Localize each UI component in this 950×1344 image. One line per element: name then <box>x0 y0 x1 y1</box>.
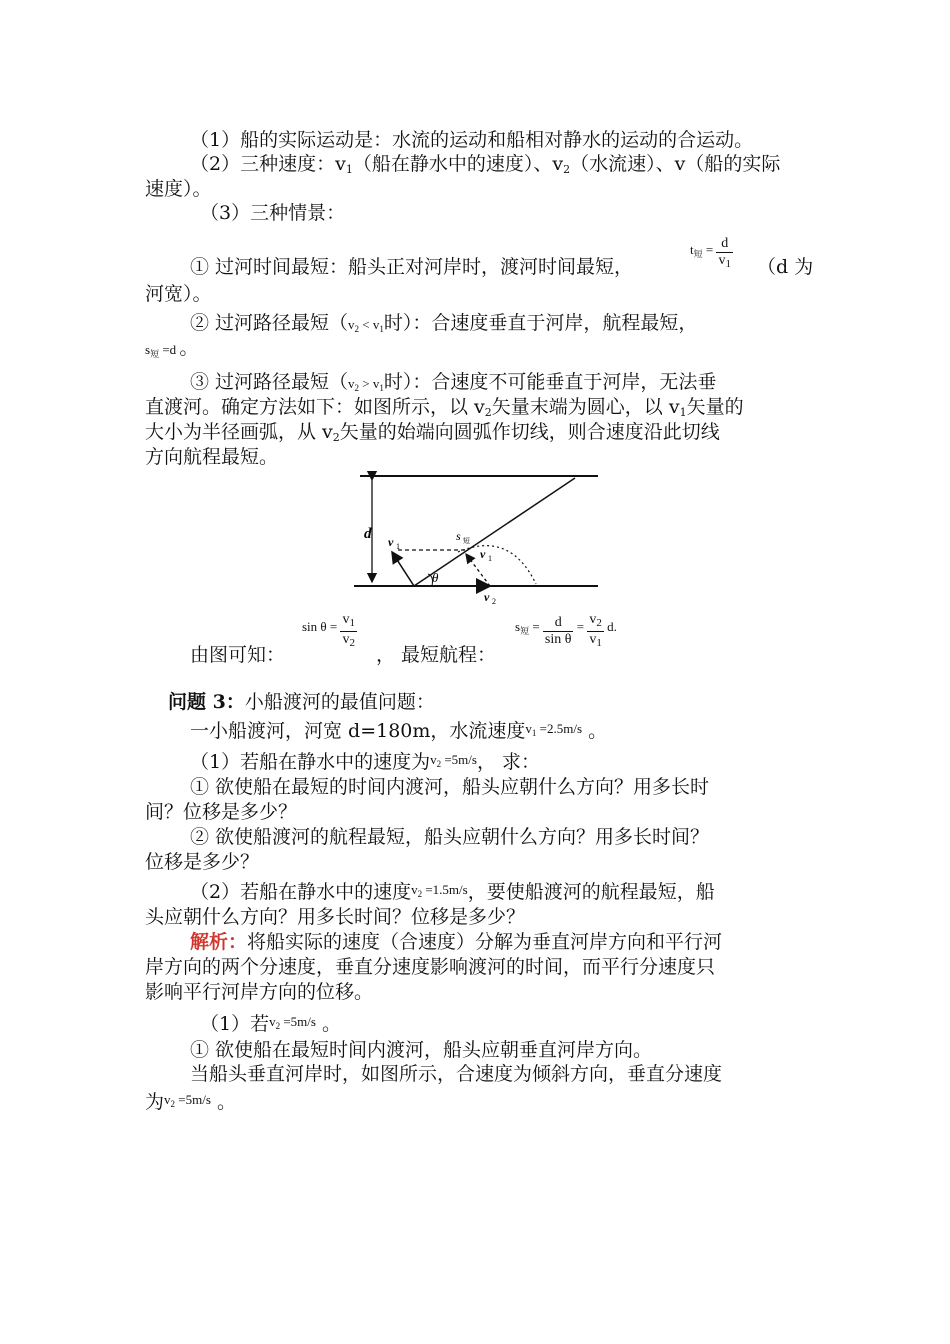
fraction <box>716 236 733 272</box>
sub: 2 <box>596 617 602 629</box>
q3-p1-b: 。 <box>588 720 608 742</box>
answer-3-text: 影响平行河岸方向的位移。 <box>145 981 374 1003</box>
scenario-2-a: ② 过河路径最短（ <box>190 312 349 334</box>
answer-6-text: 当船头垂直河岸时，如图所示，合速度为倾斜方向，垂直分速度 <box>190 1063 723 1085</box>
answer-p4 <box>200 1010 341 1038</box>
answer-5-text: ① 欲使船在最短时间内渡河，船头应朝垂直河岸方向。 <box>190 1039 653 1061</box>
q3-p6-text: 位移是多少？ <box>145 851 260 873</box>
question-3-p6 <box>145 850 259 874</box>
conclusion-b-text: ， 最短航程： <box>376 644 497 666</box>
scenario-3-c: 直渡河。确定方法如下：如图所示，以 v <box>145 396 485 418</box>
scenario-3-a: ③ 过河路径最短（ <box>190 371 349 393</box>
num <box>587 612 604 632</box>
q3-p4-text: 间？位移是多少？ <box>145 801 298 823</box>
sym-v: v <box>348 376 355 391</box>
answer-7-b: 。 <box>216 1091 236 1113</box>
conclusion-b <box>376 643 496 667</box>
label-v1-right-sub: 1 <box>488 554 492 563</box>
sub: 2 <box>436 759 442 769</box>
para-2-d: 速度）。 <box>145 178 212 200</box>
scenario-1-b <box>757 255 813 279</box>
question-3-label: 问题 3： <box>168 691 245 713</box>
num: d <box>543 615 574 632</box>
scenario-1-a: ① 过河时间最短：船头正对河岸时，渡河时间最短， <box>190 256 634 278</box>
sym-v: v <box>342 612 350 627</box>
sym-v: v <box>525 721 532 736</box>
sym-s: s <box>145 342 151 357</box>
label-theta: θ <box>432 570 439 585</box>
label-v2: v <box>484 590 490 604</box>
sub: 2 <box>354 383 360 393</box>
v2-value <box>269 1014 316 1029</box>
q3-p5-text: ② 欲使船渡河的航程最短，船头应朝什么方向？用多长时间？ <box>190 826 710 848</box>
scenario-2-formula: $s_短 =d$ 。 <box>145 338 199 359</box>
cond <box>348 317 384 332</box>
answer-p2 <box>145 955 715 979</box>
answer-p7 <box>145 1088 236 1116</box>
fraction <box>543 615 574 648</box>
fraction <box>340 612 357 651</box>
sub: 2 <box>484 406 492 419</box>
label-v1-left-sub: 1 <box>396 542 400 551</box>
sym-v: v <box>348 317 355 332</box>
answer-p3 <box>145 980 373 1004</box>
sub: 1 <box>379 383 384 393</box>
formula-t-short <box>690 236 733 272</box>
cond <box>348 376 384 391</box>
scenario-1-c <box>145 282 212 306</box>
sub: 2 <box>417 889 423 899</box>
answer-4-a: （1）若 <box>200 1013 270 1035</box>
scenario-3-line4 <box>145 445 278 469</box>
scenario-3-e: 矢量的 <box>686 396 744 418</box>
scenario-3-b: 时）：合速度不可能垂直于河岸，无法垂 <box>383 371 717 393</box>
den <box>340 632 357 651</box>
den: sin θ <box>544 632 572 647</box>
sym-v: v <box>342 632 350 647</box>
question-3-title-text: 小船渡河的最值问题： <box>244 691 435 713</box>
para-2-b: （船在静水中的速度）、v <box>352 153 564 175</box>
sym-eq: = <box>576 619 585 634</box>
sym-v: v <box>411 882 418 897</box>
label-v1-right: v <box>480 547 486 561</box>
den <box>587 632 604 651</box>
label-s-sub: 短 <box>463 537 470 545</box>
scenario-3-h: 方向航程最短。 <box>145 446 279 468</box>
answer-2-text: 岸方向的两个分速度，垂直分速度影响渡河的时间，而平行分速度只 <box>145 956 716 978</box>
sym-eq: = <box>532 619 540 634</box>
question-3-p5 <box>190 825 709 849</box>
sub: 1 <box>349 617 355 629</box>
question-3-p1 <box>190 717 607 745</box>
sym-v: v <box>589 612 597 627</box>
sub: 1 <box>531 728 537 738</box>
scenario-2-b: 时）：合速度垂直于河岸，航程最短， <box>383 312 698 334</box>
answer-p6 <box>190 1062 722 1086</box>
sym-lt: < <box>362 317 370 332</box>
q3-p7-a: （2）若船在静水中的速度 <box>190 881 412 903</box>
sym-v: v <box>372 376 380 391</box>
fraction <box>587 612 604 651</box>
sub-short: 短 <box>693 249 703 259</box>
val: =1.5m/s <box>425 882 468 897</box>
val: =2.5m/s <box>539 721 583 736</box>
river-crossing-figure <box>350 470 605 605</box>
question-3-p3 <box>190 775 709 799</box>
num <box>340 612 357 632</box>
question-3-p7 <box>190 878 715 906</box>
q3-p8-text: 头应朝什么方向？用多长时间？位移是多少？ <box>145 906 526 928</box>
para-3-text: （3）三种情景： <box>200 202 346 224</box>
answer-label: 解析： <box>190 931 248 953</box>
sym-v: v <box>718 253 726 268</box>
question-3-p8 <box>145 905 525 929</box>
label-d: d <box>364 526 372 542</box>
v2-value <box>430 752 477 767</box>
para-1 <box>190 128 753 152</box>
q3-p7-b: ，要使船渡河的航程最短，船 <box>467 881 715 903</box>
question-3-p2 <box>190 748 540 776</box>
sub: 1 <box>345 163 353 176</box>
sub-short: 短 <box>150 349 160 359</box>
sub: 1 <box>379 324 384 334</box>
sym-t: t <box>690 242 694 257</box>
question-3-p4 <box>145 800 297 824</box>
val: =5m/s <box>444 752 477 767</box>
sub: 2 <box>563 163 571 176</box>
v1-dashed <box>466 554 490 586</box>
val: =5m/s <box>178 1092 211 1107</box>
num: d <box>716 236 733 253</box>
val: =5m/s <box>283 1014 316 1029</box>
formula-s-short <box>515 612 617 651</box>
question-3-title <box>168 690 435 714</box>
para-2-cont <box>145 177 212 201</box>
sym-sin: sin θ = <box>302 619 338 634</box>
label-v2-sub: 2 <box>492 597 496 605</box>
v1-value <box>525 721 582 736</box>
para-2-c: （水流速）、v（船的实际 <box>570 153 781 175</box>
answer-1-text: 将船实际的速度（合速度）分解为垂直河岸方向和平行河 <box>247 931 723 953</box>
sub: 1 <box>679 406 687 419</box>
sub: 2 <box>354 324 360 334</box>
sym-v: v <box>589 632 597 647</box>
sym-eqd: =d <box>162 342 177 357</box>
q3-p2-b: ， 求： <box>476 751 541 773</box>
answer-p5 <box>190 1038 652 1062</box>
q3-p3-text: ① 欲使船在最短的时间内渡河，船头应朝什么方向？用多长时 <box>190 776 710 798</box>
para-1-text: （1）船的实际运动是：水流的运动和船相对静水的运动的合运动。 <box>190 129 754 151</box>
sub-short: 短 <box>520 626 530 636</box>
sym-eq: = <box>705 242 714 257</box>
scenario-3-f: 大小为半径画弧，从 v <box>145 421 333 443</box>
sym-d-dot: d. <box>607 619 617 634</box>
arc <box>458 546 536 584</box>
sub: 2 <box>332 431 340 444</box>
q3-p1-a: 一小船渡河，河宽 d=180m，水流速度 <box>190 720 526 742</box>
v1-vector <box>392 552 414 586</box>
sub: 1 <box>596 637 602 649</box>
scenario-3-d: 矢量末端为圆心，以 v <box>491 396 680 418</box>
scenario-1-c-text: 河宽）。 <box>145 283 212 305</box>
sym-s: s <box>515 619 521 634</box>
scenario-3-g: 矢量的始端向圆弧作切线，则合速度沿此切线 <box>339 421 720 443</box>
answer-7-a: 为 <box>145 1091 165 1113</box>
conclusion-a-text: 由图可知： <box>190 644 286 666</box>
label-v1-left: v <box>388 535 394 549</box>
scenario-1-b-text: （d 为 <box>757 256 814 278</box>
formula-sin <box>302 612 357 651</box>
para-2-a: （2）三种速度：v <box>190 153 346 175</box>
q3-p2-a: （1）若船在静水中的速度为 <box>190 751 431 773</box>
sub: 2 <box>275 1021 281 1031</box>
answer-p1 <box>190 930 722 954</box>
answer-4-b: 。 <box>322 1013 342 1035</box>
scenario-2 <box>190 311 697 341</box>
v2-value <box>411 882 468 897</box>
sub: 1 <box>725 258 731 270</box>
para-3 <box>200 201 345 225</box>
scenario-1 <box>190 255 633 279</box>
sym-v: v <box>269 1014 276 1029</box>
sym-v: v <box>372 317 380 332</box>
den <box>716 253 733 272</box>
label-s: s <box>456 529 461 543</box>
sub: 2 <box>170 1099 176 1109</box>
sym-v: v <box>164 1092 171 1107</box>
v2-value <box>164 1092 211 1107</box>
sub: 2 <box>349 637 355 649</box>
para-2 <box>190 152 780 182</box>
conclusion-a <box>190 643 285 667</box>
sym-v: v <box>430 752 437 767</box>
sym-gt: > <box>362 376 370 391</box>
